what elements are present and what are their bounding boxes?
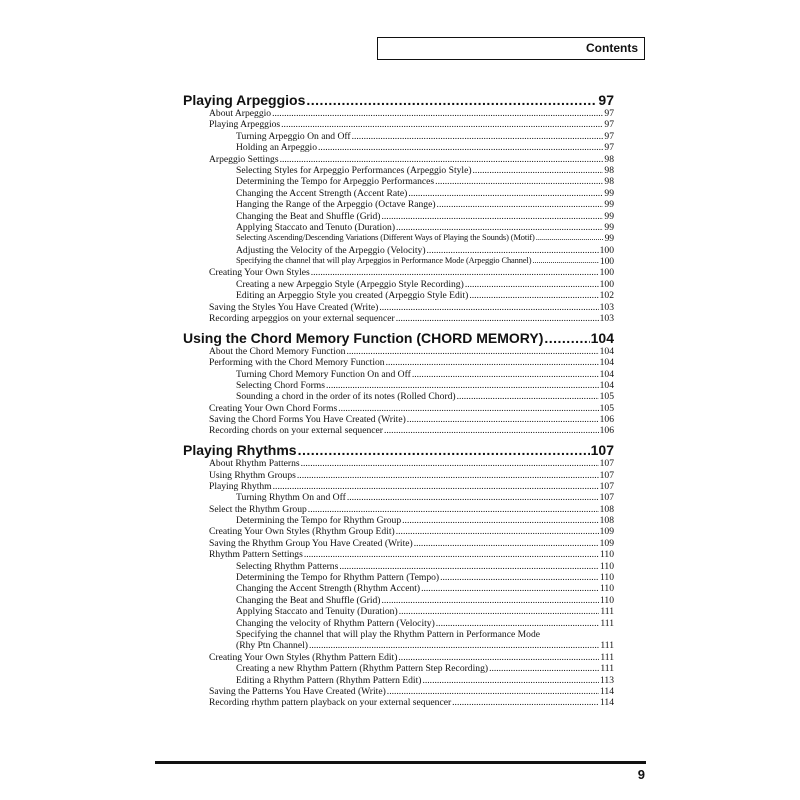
dot-leader (346, 346, 598, 357)
dot-leader (396, 526, 599, 537)
entry-text: Saving the Rhythm Group You Have Created (Write) (209, 537, 413, 549)
entry-text: Creating a new Rhythm Pattern (Rhythm Pattern Step Recording) (236, 663, 489, 675)
toc-entry[interactable] (183, 515, 614, 526)
toc-entry[interactable] (183, 458, 614, 469)
entry-text: Turning Arpeggio On and Off (236, 130, 351, 142)
dot-leader (402, 515, 598, 526)
entry-page: 104 (599, 368, 614, 380)
entry-text: Arpeggio Settings (209, 153, 279, 165)
entry-text: Specifying the channel that will play Arpeggios in Performance Mode (Arpeggio Channel) (236, 256, 532, 266)
section-title: Playing Rhythms (183, 442, 297, 459)
entry-text: Recording chords on your external sequencer (209, 425, 383, 437)
entry-page: 100 (599, 278, 614, 290)
header-title: Contents (586, 41, 638, 55)
dot-leader (465, 279, 599, 290)
entry-text: Specifying the channel that will play the Rhythm Pattern in Performance Mode (236, 629, 540, 640)
entry-text: Creating a new Arpeggio Style (Arpeggio Style Recording) (236, 278, 464, 290)
entry-page: 104 (599, 357, 614, 369)
entry-text: Adjusting the Velocity of the Arpeggio (Velocity) (236, 244, 426, 256)
entry-text: Changing the Beat and Shuffle (Grid) (236, 594, 381, 606)
entry-page: 110 (599, 572, 614, 584)
toc-entry[interactable] (183, 663, 614, 674)
dot-leader (396, 313, 599, 324)
toc-entry[interactable] (183, 652, 614, 663)
entry-text: About Arpeggio (209, 108, 272, 119)
toc-entry[interactable] (183, 165, 614, 176)
toc-entry[interactable] (183, 188, 614, 199)
toc-entry[interactable] (183, 470, 614, 481)
dot-leader (382, 211, 604, 222)
dot-leader (399, 606, 600, 617)
entry-text: Using Rhythm Groups (209, 469, 296, 481)
entry-text: Creating Your Own Styles (209, 267, 310, 279)
entry-text: Creating Your Own Styles (Rhythm Pattern Edit) (209, 651, 398, 663)
toc-entry[interactable] (183, 313, 614, 324)
toc-entry[interactable] (183, 245, 614, 256)
dot-leader (339, 561, 599, 572)
toc-entry[interactable] (183, 176, 614, 187)
entry-page: 109 (599, 526, 614, 538)
entry-page: 111 (600, 663, 614, 675)
section-title: Using the Chord Memory Function (CHORD MEMORY) (183, 329, 544, 346)
dot-leader (347, 492, 599, 503)
toc-entry[interactable] (183, 211, 614, 222)
toc-entry[interactable] (183, 414, 614, 425)
entry-text: Saving the Patterns You Have Created (Write) (209, 685, 386, 697)
toc-entry[interactable] (183, 391, 614, 402)
entry-page: 109 (599, 537, 614, 549)
entry-text: Select the Rhythm Group (209, 503, 307, 515)
entry-page: 111 (600, 606, 614, 618)
entry-page: 99 (604, 187, 614, 199)
entry-text: Recording arpeggios on your external sequencer (209, 313, 395, 325)
dot-leader (473, 165, 604, 176)
entry-page: 100 (599, 244, 614, 256)
toc-entry[interactable] (183, 492, 614, 503)
dot-leader (457, 391, 599, 402)
entry-text: Changing the Accent Strength (Accent Rate) (236, 187, 408, 199)
dot-leader (544, 330, 589, 346)
entry-text: Selecting Rhythm Patterns (236, 560, 339, 572)
section-page: 104 (590, 329, 614, 346)
dot-leader (396, 222, 603, 233)
dot-leader (422, 675, 598, 686)
entry-text: Applying Staccato and Tenuity (Duration) (236, 606, 398, 618)
entry-page: 103 (599, 301, 614, 313)
entry-page: 97 (604, 142, 614, 154)
dot-leader (308, 504, 599, 515)
entry-text: Determining the Tempo for Rhythm Group (236, 515, 402, 527)
dot-leader (414, 538, 599, 549)
entry-text: Changing the velocity of Rhythm Pattern (Velocity) (236, 617, 435, 629)
entry-page: 107 (599, 492, 614, 504)
entry-text: About Rhythm Patterns (209, 458, 300, 470)
entry-text: Sounding a chord in the order of its notes (Rolled Chord) (236, 391, 456, 403)
toc-entry[interactable] (183, 549, 614, 560)
entry-page: 110 (599, 594, 614, 606)
section-page: 107 (590, 442, 614, 459)
section-page: 97 (598, 92, 614, 108)
dot-leader (281, 119, 603, 130)
entry-page: 99 (604, 221, 614, 233)
toc-entry[interactable] (183, 504, 614, 515)
entry-page: 102 (599, 290, 614, 302)
dot-leader (304, 549, 599, 560)
dot-leader (489, 663, 599, 674)
dot-leader (437, 199, 604, 210)
page-number: 9 (637, 767, 645, 782)
entry-page: 110 (599, 549, 614, 561)
entry-text: Creating Your Own Chord Forms (209, 402, 338, 414)
entry-page: 97 (604, 108, 614, 119)
toc-entry[interactable] (183, 572, 614, 583)
toc-entry[interactable] (183, 697, 614, 708)
toc-entry[interactable] (183, 256, 614, 267)
entry-page: 110 (599, 560, 614, 572)
entry-text: Playing Rhythm (209, 480, 272, 492)
footer-rule (155, 761, 646, 764)
dot-leader (318, 142, 603, 153)
dot-leader (452, 697, 599, 708)
entry-page: 97 (604, 130, 614, 142)
toc-entry[interactable] (183, 380, 614, 391)
entry-text: About the Chord Memory Function (209, 345, 346, 357)
dot-leader (386, 357, 599, 368)
entry-page: 105 (599, 391, 614, 403)
entry-page: 107 (599, 469, 614, 481)
toc-entry[interactable] (183, 583, 614, 594)
toc-entry[interactable] (183, 526, 614, 537)
toc-entry[interactable] (183, 279, 614, 290)
entry-page: 100 (599, 256, 614, 268)
dot-leader (382, 595, 599, 606)
toc-entry[interactable] (183, 108, 614, 119)
toc-entry[interactable] (183, 481, 614, 492)
contents-header-box (377, 37, 645, 60)
entry-text: Recording rhythm pattern playback on your external sequencer (209, 697, 452, 709)
entry-page: 104 (599, 345, 614, 357)
entry-text: Rhythm Pattern Settings (209, 549, 303, 561)
dot-leader (398, 652, 599, 663)
dot-leader (436, 618, 600, 629)
toc-entry[interactable] (183, 357, 614, 368)
toc-entry[interactable] (183, 629, 614, 640)
toc-entry[interactable] (183, 290, 614, 301)
entry-page: 108 (599, 515, 614, 527)
dot-leader (326, 380, 599, 391)
table-of-contents (183, 92, 614, 709)
entry-page: 103 (599, 313, 614, 325)
dot-leader (297, 470, 599, 481)
entry-text: Determining the Tempo for Rhythm Pattern (Tempo) (236, 572, 440, 584)
entry-text: Applying Staccato and Tenuto (Duration) (236, 221, 396, 233)
dot-leader (387, 686, 599, 697)
entry-page: 111 (600, 651, 614, 663)
entry-text: Determining the Tempo for Arpeggio Performances (236, 176, 435, 188)
dot-leader (306, 92, 597, 108)
toc-entry[interactable] (183, 131, 614, 142)
entry-text: Selecting Ascending/Descending Variations (Different Ways of Playing the Sounds) (Motif) (236, 233, 535, 243)
entry-text: Changing the Accent Strength (Rhythm Accent) (236, 583, 421, 595)
toc-entry[interactable] (183, 618, 614, 629)
entry-text: Editing an Arpeggio Style you created (Arpeggio Style Edit) (236, 290, 469, 302)
dot-leader (301, 458, 599, 469)
entry-page: 105 (599, 402, 614, 414)
toc-entry[interactable] (183, 675, 614, 686)
entry-page: 98 (604, 164, 614, 176)
entry-page: 99 (604, 210, 614, 222)
toc-entry[interactable] (183, 538, 614, 549)
toc-entry[interactable] (183, 425, 614, 436)
entry-text: Turning Rhythm On and Off (236, 492, 346, 504)
dot-leader (272, 108, 603, 119)
dot-leader (469, 290, 598, 301)
entry-page: 111 (600, 640, 614, 652)
dot-leader (421, 583, 599, 594)
dot-leader (384, 425, 599, 436)
toc-entry[interactable] (183, 222, 614, 233)
toc-entry[interactable] (183, 346, 614, 357)
entry-page: 97 (604, 119, 614, 131)
toc-section-heading[interactable] (183, 442, 614, 458)
dot-leader (352, 131, 604, 142)
entry-page: 99 (604, 199, 614, 211)
dot-leader (435, 176, 603, 187)
dot-leader (309, 640, 599, 651)
entry-page: 107 (599, 458, 614, 470)
entry-text: Selecting Styles for Arpeggio Performances (Arpeggio Style) (236, 164, 472, 176)
toc-entry[interactable] (183, 606, 614, 617)
entry-page: 106 (599, 414, 614, 426)
entry-text: Selecting Chord Forms (236, 379, 326, 391)
toc-entry[interactable] (183, 119, 614, 130)
toc-entry[interactable] (183, 267, 614, 278)
section-title: Playing Arpeggios (183, 92, 306, 108)
entry-text: Changing the Beat and Shuffle (Grid) (236, 210, 381, 222)
entry-page: 98 (604, 176, 614, 188)
entry-text: Playing Arpeggios (209, 119, 281, 131)
toc-entry[interactable] (183, 199, 614, 210)
toc-entry[interactable] (183, 686, 614, 697)
entry-page: 107 (599, 480, 614, 492)
entry-text: Turning Chord Memory Function On and Off (236, 368, 411, 380)
dot-leader (440, 572, 599, 583)
entry-page: 106 (599, 425, 614, 437)
dot-leader (280, 154, 604, 165)
entry-page: 108 (599, 503, 614, 515)
entry-page: 98 (604, 153, 614, 165)
dot-leader (273, 481, 599, 492)
dot-leader (298, 442, 590, 458)
entry-text: Saving the Chord Forms You Have Created (Write) (209, 414, 406, 426)
dot-leader (536, 233, 604, 244)
toc-entry[interactable] (183, 369, 614, 380)
entry-page: 104 (599, 379, 614, 391)
entry-page: 110 (599, 583, 614, 595)
dot-leader (412, 369, 599, 380)
entry-text: Performing with the Chord Memory Function (209, 357, 385, 369)
toc-entry[interactable] (183, 403, 614, 414)
toc-section-heading[interactable] (183, 330, 614, 346)
dot-leader (407, 414, 599, 425)
entry-page: 114 (599, 697, 614, 709)
toc-entry[interactable] (183, 233, 614, 244)
toc-section-heading[interactable] (183, 92, 614, 108)
entry-page: 111 (600, 617, 614, 629)
dot-leader (338, 403, 598, 414)
entry-page: 113 (599, 674, 614, 686)
entry-text: Creating Your Own Styles (Rhythm Group Edit) (209, 526, 395, 538)
dot-leader (311, 267, 599, 278)
entry-page: 99 (604, 233, 614, 245)
toc-entry[interactable] (183, 595, 614, 606)
entry-page: 114 (599, 685, 614, 697)
entry-text: Editing a Rhythm Pattern (Rhythm Pattern Edit) (236, 674, 422, 686)
entry-text: (Rhy Ptn Channel) (236, 640, 308, 652)
toc-entry[interactable] (183, 142, 614, 153)
dot-leader (427, 245, 599, 256)
entry-text: Hanging the Range of the Arpeggio (Octave Range) (236, 199, 436, 211)
dot-leader (532, 256, 599, 267)
toc-entry-continuation[interactable] (183, 640, 614, 651)
entry-page: 100 (599, 267, 614, 279)
toc-entry[interactable] (183, 154, 614, 165)
toc-entry[interactable] (183, 302, 614, 313)
dot-leader (408, 188, 603, 199)
toc-entry[interactable] (183, 561, 614, 572)
entry-text: Saving the Styles You Have Created (Write) (209, 301, 379, 313)
dot-leader (379, 302, 598, 313)
entry-text: Holding an Arpeggio (236, 142, 318, 154)
